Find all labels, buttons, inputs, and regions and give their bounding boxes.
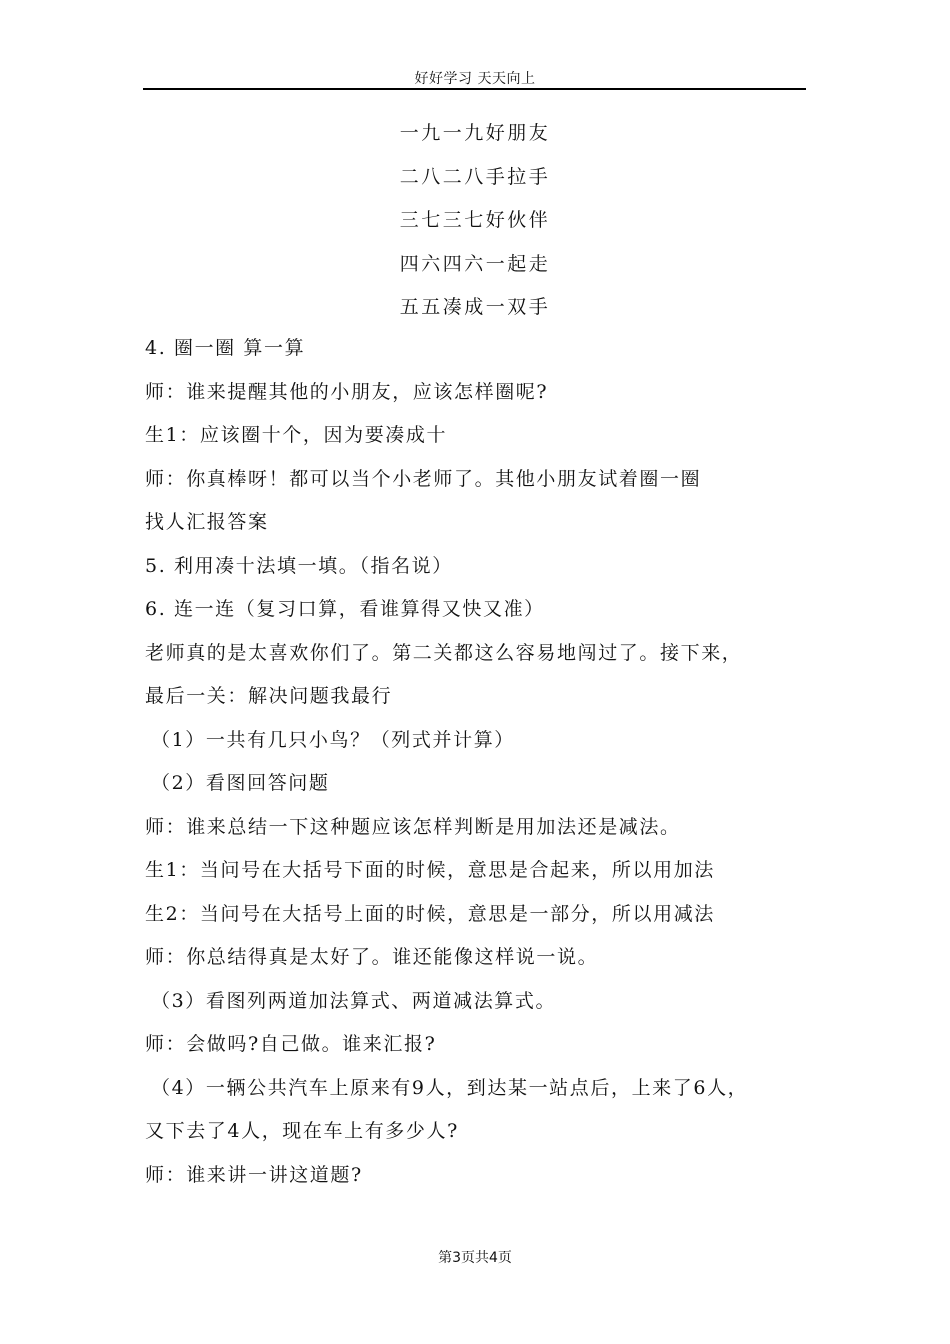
page-number: 第3页共4页: [438, 1250, 512, 1266]
header-divider: [143, 88, 806, 90]
section-heading: 6. 连一连（复习口算，看谁算得又快又准）: [145, 598, 545, 620]
dialogue-line: 师：你总结得真是太好了。谁还能像这样说一说。: [145, 946, 599, 968]
question-item: （1）一共有几只小鸟？（列式并计算）: [151, 728, 515, 751]
section-heading: 4. 圈一圈 算一算: [145, 337, 306, 359]
poem-line: 一九一九好朋友: [399, 122, 551, 144]
text-line: 最后一关：解决问题我最行: [145, 685, 393, 707]
dialogue-line: 师：你真棒呀！都可以当个小老师了。其他小朋友试着圈一圈: [145, 467, 702, 490]
dialogue-line: 生1：当问号在大括号下面的时候，意思是合起来，所以用加法: [145, 859, 715, 881]
text-line: 又下去了4人，现在车上有多少人?: [145, 1120, 459, 1142]
section-heading: 5. 利用凑十法填一填。（指名说）: [145, 554, 453, 577]
dialogue-line: 生2：当问号在大括号上面的时候，意思是一部分，所以用减法: [145, 902, 715, 925]
dialogue-line: 师：谁来提醒其他的小朋友，应该怎样圈呢?: [145, 380, 549, 403]
poem-line: 四六四六一起走: [399, 252, 551, 275]
poem-line: 五五凑成一双手: [399, 296, 551, 318]
dialogue-line: 师：会做吗?自己做。谁来汇报?: [145, 1033, 437, 1055]
question-item: （4）一辆公共汽车上原来有9人，到达某一站点后，上来了6人，: [151, 1076, 749, 1099]
dialogue-line: 师：谁来总结一下这种题应该怎样判断是用加法还是减法。: [145, 815, 681, 838]
text-line: 找人汇报答案: [145, 511, 269, 533]
question-item: （2）看图回答问题: [151, 772, 330, 794]
page-header-title: 好好学习 天天向上: [414, 71, 536, 87]
poem-line: 三七三七好伙伴: [399, 209, 551, 231]
text-line: 老师真的是太喜欢你们了。第二关都这么容易地闯过了。接下来，: [145, 641, 743, 664]
dialogue-line: 生1：应该圈十个，因为要凑成十: [145, 424, 448, 446]
poem-line: 二八二八手拉手: [399, 165, 551, 188]
lesson-body: [145, 327, 810, 1197]
dialogue-line: 师：谁来讲一讲这道题?: [145, 1163, 363, 1186]
question-item: （3）看图列两道加法算式、两道减法算式。: [151, 989, 557, 1012]
poem-block: [0, 112, 950, 330]
